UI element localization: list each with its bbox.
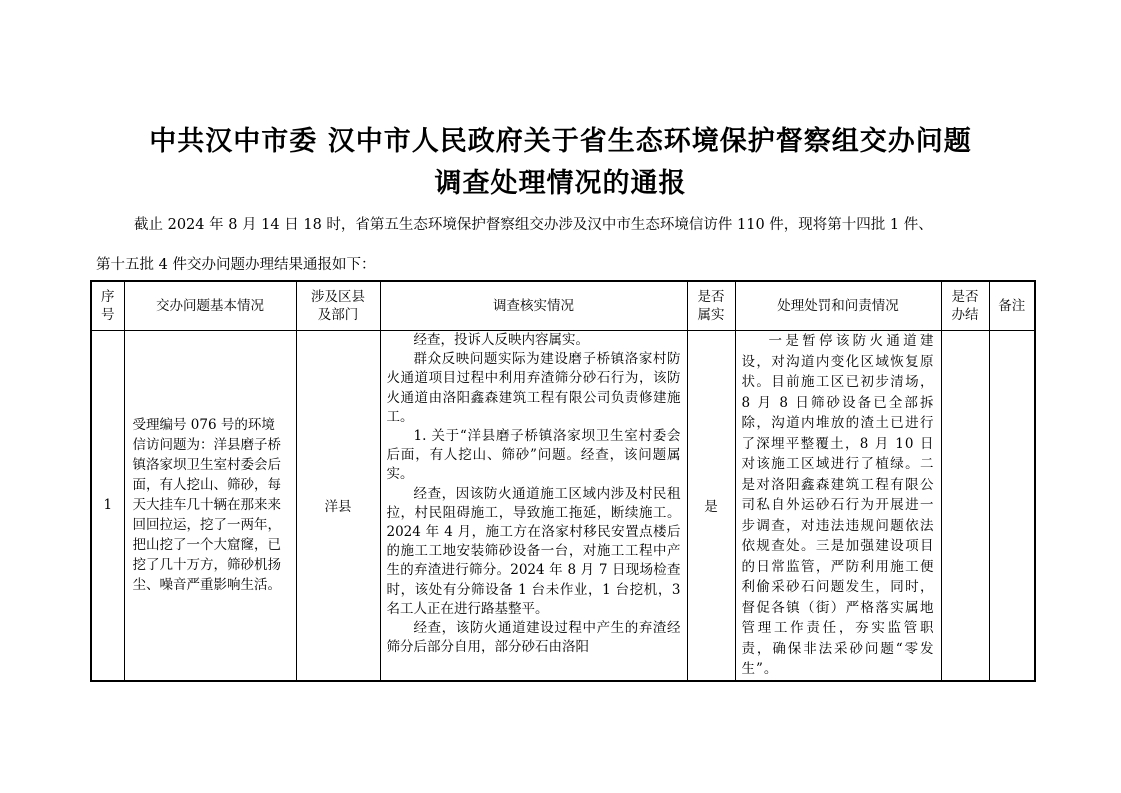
cell-closed <box>941 331 989 681</box>
cell-seq: 1 <box>91 331 124 681</box>
header-basic: 交办问题基本情况 <box>124 281 296 331</box>
investigation-paragraph: 经查，该防火通道建设过程中产生的弃渣经筛分后部分自用，部分砂石由洛阳 <box>386 620 681 656</box>
punishment-paragraph: 一是暂停该防火通道建设，对沟道内变化区域恢复原状。目前施工区已初步清场，8 月 8 日筛砂设备已全部拆除，沟道内堆放的渣土已进行了深埋平整覆土，8 月 10 日对该施工区域进行了植绿。二是对洛阳鑫森建筑工程有限公司私自外运砂石行为开展进一步调查，对违法违规问题依法依规查处。三是加强建设项目的日常监管，严防利用施工便利偷采砂石问题发生，同时，督促各镇（街）严格落实属地管理工作责任，夯实监管职责，确保非法采砂问题“零发生”。 <box>741 333 935 677</box>
header-closed: 是否办结 <box>941 281 989 331</box>
header-remark: 备注 <box>989 281 1035 331</box>
header-punishment: 处理处罚和问责情况 <box>735 281 941 331</box>
cell-remark <box>989 331 1035 681</box>
investigation-paragraph: 经查，投诉人反映内容属实。 <box>413 332 589 348</box>
document-title-line1: 中共汉中市委 汉中市人民政府关于省生态环境保护督察组交办问题 <box>149 126 972 157</box>
table-row <box>91 331 1035 681</box>
investigation-paragraph: 1. 关于“洋县磨子桥镇洛家坝卫生室村委会后面，有人挖山、筛砂”问题。经查，该问题属实。 <box>386 428 681 483</box>
cell-dept: 洋县 <box>296 331 380 681</box>
header-verified: 是否属实 <box>687 281 735 331</box>
document-title-line2: 调查处理情况的通报 <box>434 168 687 199</box>
table-header-row <box>91 281 1035 331</box>
cell-verified: 是 <box>687 331 735 681</box>
cell-basic: 受理编号 076 号的环境信访问题为：洋县磨子桥镇洛家坝卫生室村委会后面，有人挖山、筛砂，每天大挂车几十辆在那来来回回拉运，挖了一两年，把山挖了一个大窟窿，已挖了几十万方，筛砂机扬尘、噪音严重影响生活。 <box>124 331 296 681</box>
investigation-paragraph: 经查，因该防火通道施工区域内涉及村民租拉，村民阻碍施工，导致施工拖延，断续施工。2024 年 4 月，施工方在洛家村移民安置点楼后的施工工地安装筛砂设备一台，对施工工程中产生的弃渣进行筛分。2024 年 8 月 7 日现场检查时，该处有分筛设备 1 台未作业，1 台挖机，3 名工人正在进行路基整平。 <box>386 485 681 617</box>
header-dept: 涉及区县及部门 <box>296 281 380 331</box>
investigation-paragraph: 群众反映问题实际为建设磨子桥镇洛家村防火通道项目过程中利用弃渣筛分砂石行为，该防火通道由洛阳鑫森建筑工程有限公司负责修建施工。 <box>386 351 681 425</box>
intro-line1: 截止 2024 年 8 月 14 日 18 时，省第五生态环境保护督察组交办涉及汉中市生态环境信访件 110 件，现将第十四批 1 件、 <box>134 217 933 233</box>
cell-punishment <box>735 331 941 681</box>
cell-investigation <box>380 331 687 681</box>
report-table <box>90 280 1036 682</box>
intro-line2: 第十五批 4 件交办问题办理结果通报如下： <box>96 257 376 273</box>
header-investigation: 调查核实情况 <box>380 281 687 331</box>
header-seq: 序号 <box>91 281 124 331</box>
